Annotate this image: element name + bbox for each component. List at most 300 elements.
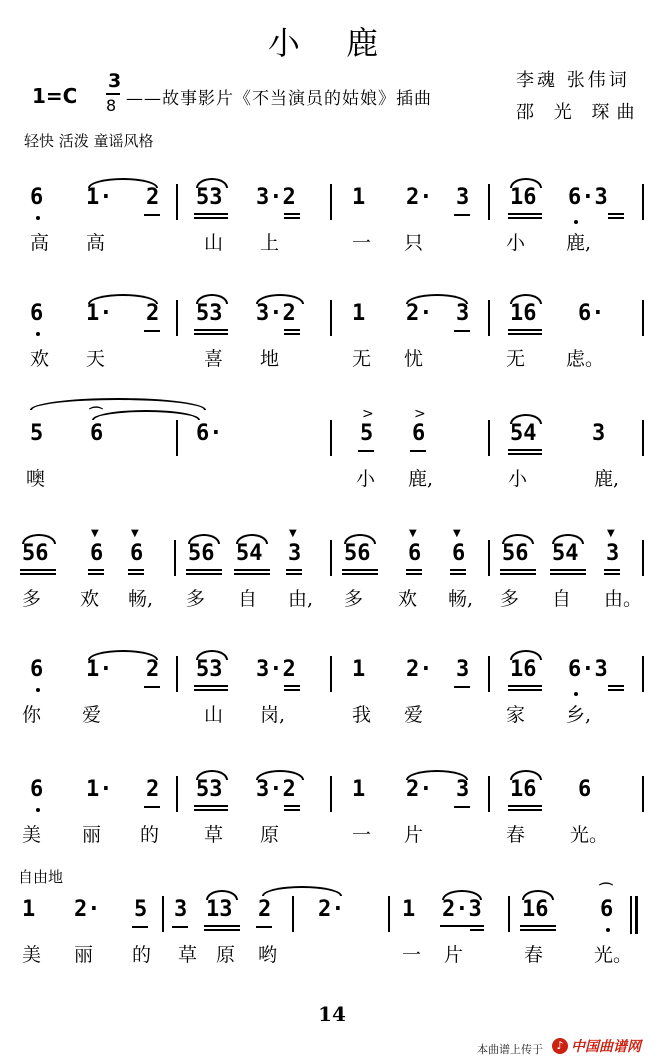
- accent-icon: >: [414, 406, 426, 422]
- lyric: 自: [552, 588, 572, 610]
- lyric: 地: [260, 348, 280, 370]
- lyric: 爱: [404, 704, 424, 726]
- lyric: 片: [404, 824, 424, 846]
- barline: [488, 184, 490, 220]
- lyric: 小: [506, 232, 526, 254]
- lyrics-line-2: [0, 346, 664, 376]
- slur: [188, 534, 220, 544]
- staccato-icon: ▼: [91, 528, 99, 539]
- staccato-icon: ▼: [607, 528, 615, 539]
- lyrics-line-3: [0, 466, 664, 496]
- upload-note: 本曲谱上传于: [477, 1043, 543, 1056]
- lyric: 草: [178, 944, 198, 966]
- lyric: 只: [404, 232, 424, 254]
- fermata-icon: ⌒: [599, 883, 613, 899]
- underline: [454, 686, 470, 688]
- note: 5: [30, 421, 44, 446]
- underline: [284, 689, 300, 691]
- underline: [500, 569, 536, 571]
- underline: [186, 569, 222, 571]
- underline: [508, 333, 542, 335]
- low-octave-dot: [574, 220, 578, 224]
- score-system-3: [0, 406, 664, 460]
- note: 2: [146, 657, 160, 682]
- lyric: 由。: [604, 588, 643, 610]
- lyric: 畅,: [128, 588, 154, 610]
- underline: [608, 685, 624, 687]
- note: 5: [360, 421, 374, 446]
- lyric: 光。: [594, 944, 633, 966]
- lyrics-line-6: [0, 822, 664, 852]
- lyric: 你: [22, 704, 42, 726]
- note: 6: [452, 541, 466, 566]
- lyric: 虑。: [566, 348, 605, 370]
- barline: [330, 184, 332, 220]
- site-logo-text: 中国曲谱网: [571, 1039, 641, 1055]
- lyric: 山: [204, 232, 224, 254]
- barline: [176, 300, 178, 336]
- note: 53: [196, 185, 223, 210]
- lyric: 丽: [82, 824, 102, 846]
- slur: [510, 770, 542, 780]
- underline: [204, 925, 240, 927]
- barline: [176, 776, 178, 812]
- barline: [488, 776, 490, 812]
- note: 2·: [406, 185, 433, 210]
- underline: [604, 569, 620, 571]
- note: 6: [30, 185, 44, 210]
- note: 1·: [86, 185, 113, 210]
- underline: [284, 217, 300, 219]
- underline: [550, 569, 586, 571]
- note: 1: [352, 185, 366, 210]
- note: 2: [146, 185, 160, 210]
- underline: [508, 809, 542, 811]
- underline: [144, 214, 160, 216]
- slur: [256, 770, 304, 780]
- barline: [330, 540, 332, 576]
- underline: [508, 449, 542, 451]
- note: 56: [344, 541, 371, 566]
- barline: [176, 420, 178, 456]
- underline: [132, 926, 148, 928]
- lyric: 山: [204, 704, 224, 726]
- score-system-5: [0, 656, 664, 696]
- underline: [406, 569, 422, 571]
- underline: [144, 686, 160, 688]
- low-octave-dot: [36, 332, 40, 336]
- lyric: 光。: [570, 824, 609, 846]
- barline: [642, 420, 644, 456]
- note: 2: [258, 897, 272, 922]
- barline: [330, 776, 332, 812]
- underline: [284, 809, 300, 811]
- note: 54: [510, 421, 537, 446]
- note: 6: [578, 777, 592, 802]
- note: 2: [146, 777, 160, 802]
- underline: [440, 925, 484, 927]
- lyrics-line-1: [0, 230, 664, 260]
- underline: [194, 805, 228, 807]
- lyric: 我: [352, 704, 372, 726]
- tie: [30, 398, 206, 410]
- note: 2·: [318, 897, 345, 922]
- lyric: 一: [352, 232, 372, 254]
- underline: [500, 573, 536, 575]
- final-barline: [630, 896, 638, 934]
- underline: [20, 569, 56, 571]
- underline: [286, 569, 302, 571]
- staccato-icon: ▼: [289, 528, 297, 539]
- note: 6: [130, 541, 144, 566]
- underline: [194, 217, 228, 219]
- barline: [174, 540, 176, 576]
- lyric: 畅,: [448, 588, 474, 610]
- barline: [488, 300, 490, 336]
- staccato-icon: ▼: [409, 528, 417, 539]
- lyric: 片: [444, 944, 464, 966]
- lyric: 鹿,: [408, 468, 434, 490]
- barline: [642, 540, 644, 576]
- note: 6·: [578, 301, 605, 326]
- slur: [196, 650, 228, 660]
- underline: [128, 569, 144, 571]
- underline: [410, 450, 426, 452]
- lyric: 岗,: [260, 704, 286, 726]
- note: 3: [592, 421, 606, 446]
- note: 6·: [196, 421, 223, 446]
- underline: [284, 333, 300, 335]
- underline: [608, 689, 624, 691]
- lyric: 高: [30, 232, 50, 254]
- note: 1: [402, 897, 416, 922]
- note: 16: [510, 185, 537, 210]
- note: 6: [30, 301, 44, 326]
- low-octave-dot: [606, 928, 610, 932]
- underline: [358, 450, 374, 452]
- lyric: 的: [140, 824, 160, 846]
- note: 16: [510, 301, 537, 326]
- underline: [194, 689, 228, 691]
- underline: [508, 213, 542, 215]
- note: 54: [552, 541, 579, 566]
- barline: [330, 420, 332, 456]
- underline: [470, 929, 484, 931]
- underline: [186, 573, 222, 575]
- lyric: 小: [508, 468, 528, 490]
- lyric: 的: [132, 944, 152, 966]
- underline: [550, 573, 586, 575]
- note: 3·2: [256, 657, 296, 682]
- note: 2: [146, 301, 160, 326]
- underline: [234, 573, 270, 575]
- score-system-7: [0, 883, 664, 936]
- underline: [608, 217, 624, 219]
- barline: [508, 896, 510, 932]
- underline: [284, 213, 300, 215]
- note: 6: [408, 541, 422, 566]
- note: 3: [606, 541, 620, 566]
- note: 6: [30, 777, 44, 802]
- key-signature: 1=C: [32, 84, 78, 108]
- note: 13: [206, 897, 233, 922]
- lyric: 欢: [30, 348, 50, 370]
- note: 54: [236, 541, 263, 566]
- note: 1: [352, 777, 366, 802]
- underline: [508, 329, 542, 331]
- note: 53: [196, 657, 223, 682]
- underline: [144, 330, 160, 332]
- song-title: 小 鹿: [267, 24, 397, 62]
- lyric: 哟: [258, 944, 278, 966]
- lyrics-line-5: [0, 702, 664, 732]
- lyric: 草: [204, 824, 224, 846]
- underline: [520, 929, 556, 931]
- lyric: 多: [344, 588, 364, 610]
- time-signature-denominator: 8: [106, 96, 117, 115]
- low-octave-dot: [36, 808, 40, 812]
- slur: [196, 770, 228, 780]
- lyric: 高: [86, 232, 106, 254]
- lyric: 多: [186, 588, 206, 610]
- tempo-marking: 轻快 活泼 童谣风格: [24, 132, 154, 150]
- note: 2·: [406, 301, 433, 326]
- lyric: 春: [506, 824, 526, 846]
- fermata-icon: ⌒: [89, 407, 103, 423]
- barline: [642, 776, 644, 812]
- barline: [330, 300, 332, 336]
- slur: [88, 650, 158, 660]
- underline: [508, 805, 542, 807]
- note: 3·2: [256, 185, 296, 210]
- tie: [262, 886, 342, 896]
- score-system-2: [0, 300, 664, 340]
- note: 3·2: [256, 777, 296, 802]
- slur: [196, 178, 228, 188]
- barline: [176, 656, 178, 692]
- note: 2·: [74, 897, 101, 922]
- lyric: 欢: [80, 588, 100, 610]
- note: 1: [352, 301, 366, 326]
- lyrics-line-7: [0, 942, 664, 972]
- underline: [450, 569, 466, 571]
- barline: [488, 420, 490, 456]
- note: 6·3: [568, 185, 608, 210]
- lyricist-credit: 李魂 张伟词: [516, 70, 630, 91]
- underline: [172, 926, 188, 928]
- music-note-icon: ♪: [552, 1038, 568, 1054]
- note: 3: [456, 657, 470, 682]
- underline: [144, 806, 160, 808]
- lyric: 多: [22, 588, 42, 610]
- slur: [88, 178, 158, 188]
- lyric: 家: [506, 704, 526, 726]
- underline: [194, 809, 228, 811]
- slur: [502, 534, 534, 544]
- underline: [88, 573, 104, 575]
- lyric: 鹿,: [594, 468, 620, 490]
- lyric: 春: [524, 944, 544, 966]
- underline: [342, 573, 378, 575]
- underline: [454, 214, 470, 216]
- slur: [552, 534, 584, 544]
- note: 6: [30, 657, 44, 682]
- slur: [510, 650, 542, 660]
- note: 2·3: [442, 897, 482, 922]
- note: 1·: [86, 777, 113, 802]
- note: 2·: [406, 777, 433, 802]
- barline: [488, 656, 490, 692]
- film-source: ——故事影片《不当演员的姑娘》插曲: [126, 89, 432, 109]
- barline: [488, 540, 490, 576]
- slur: [510, 294, 542, 304]
- lyric: 原: [216, 944, 236, 966]
- slur: [256, 294, 304, 304]
- note: 16: [522, 897, 549, 922]
- barline: [642, 300, 644, 336]
- slur: [236, 534, 268, 544]
- underline: [284, 805, 300, 807]
- underline: [256, 926, 272, 928]
- underline: [20, 573, 56, 575]
- underline: [508, 453, 542, 455]
- note: 53: [196, 301, 223, 326]
- barline: [292, 896, 294, 932]
- underline: [454, 330, 470, 332]
- lyric: 原: [260, 824, 280, 846]
- note: 16: [510, 657, 537, 682]
- note: 1: [352, 657, 366, 682]
- score-system-4: [0, 528, 664, 580]
- underline: [284, 329, 300, 331]
- lyric: 乡,: [566, 704, 592, 726]
- staccato-icon: ▼: [131, 528, 139, 539]
- barline: [388, 896, 390, 932]
- underline: [286, 573, 302, 575]
- barline: [176, 184, 178, 220]
- staccato-icon: ▼: [453, 528, 461, 539]
- underline: [604, 573, 620, 575]
- lyric: 鹿,: [566, 232, 592, 254]
- composer-credit: 邵 光 琛曲: [516, 102, 642, 123]
- note: 3: [174, 897, 188, 922]
- note: 6: [90, 541, 104, 566]
- note: 6: [412, 421, 426, 446]
- underline: [284, 685, 300, 687]
- underline: [508, 217, 542, 219]
- note: 1·: [86, 301, 113, 326]
- barline: [642, 656, 644, 692]
- lyric: 无: [506, 348, 526, 370]
- slur: [344, 534, 376, 544]
- note: 56: [188, 541, 215, 566]
- lyric: 一: [402, 944, 422, 966]
- barline: [642, 184, 644, 220]
- score-system-6: [0, 776, 664, 816]
- underline: [194, 333, 228, 335]
- slur: [88, 294, 158, 304]
- slur: [196, 294, 228, 304]
- lyric: 天: [86, 348, 106, 370]
- underline: [234, 569, 270, 571]
- slur: [510, 178, 542, 188]
- note: 1: [22, 897, 36, 922]
- tempo-freely: 自由地: [18, 868, 64, 886]
- underline: [194, 685, 228, 687]
- underline: [508, 689, 542, 691]
- note: 53: [196, 777, 223, 802]
- slur: [22, 534, 56, 544]
- note: 3: [456, 777, 470, 802]
- slur: [522, 890, 554, 900]
- score-system-1: [0, 184, 664, 224]
- underline: [128, 573, 144, 575]
- underline: [520, 925, 556, 927]
- lyrics-line-4: [0, 586, 664, 616]
- note: 56: [22, 541, 49, 566]
- lyric: 噢: [26, 468, 46, 490]
- underline: [454, 806, 470, 808]
- slur: [92, 410, 200, 420]
- lyric: 欢: [398, 588, 418, 610]
- note: 5: [134, 897, 148, 922]
- low-octave-dot: [574, 692, 578, 696]
- underline: [194, 329, 228, 331]
- page-number: 14: [318, 1002, 346, 1026]
- site-logo[interactable]: [552, 1035, 641, 1057]
- note: 3: [456, 301, 470, 326]
- note: 56: [502, 541, 529, 566]
- lyric: 爱: [82, 704, 102, 726]
- note: 1·: [86, 657, 113, 682]
- time-signature-bar: [106, 93, 120, 95]
- note: 3: [288, 541, 302, 566]
- barline: [330, 656, 332, 692]
- lyric: 无: [352, 348, 372, 370]
- note: 6: [90, 421, 104, 446]
- underline: [88, 569, 104, 571]
- low-octave-dot: [36, 216, 40, 220]
- underline: [194, 213, 228, 215]
- underline: [342, 569, 378, 571]
- note: 6: [600, 897, 614, 922]
- lyric: 由,: [288, 588, 314, 610]
- underline: [508, 685, 542, 687]
- lyric: 自: [238, 588, 258, 610]
- underline: [450, 573, 466, 575]
- lyric: 美: [22, 824, 42, 846]
- lyric: 一: [352, 824, 372, 846]
- underline: [406, 573, 422, 575]
- lyric: 忧: [404, 348, 424, 370]
- lyric: 多: [500, 588, 520, 610]
- barline: [162, 896, 164, 932]
- slur: [510, 414, 542, 424]
- note: 2·: [406, 657, 433, 682]
- lyric: 喜: [204, 348, 224, 370]
- lyric: 上: [260, 232, 280, 254]
- underline: [608, 213, 624, 215]
- note: 3·2: [256, 301, 296, 326]
- lyric: 美: [22, 944, 42, 966]
- lyric: 小: [356, 468, 376, 490]
- slur: [206, 890, 238, 900]
- note: 6·3: [568, 657, 608, 682]
- slur: [442, 890, 482, 900]
- underline: [204, 929, 240, 931]
- note: 3: [456, 185, 470, 210]
- lyric: 丽: [74, 944, 94, 966]
